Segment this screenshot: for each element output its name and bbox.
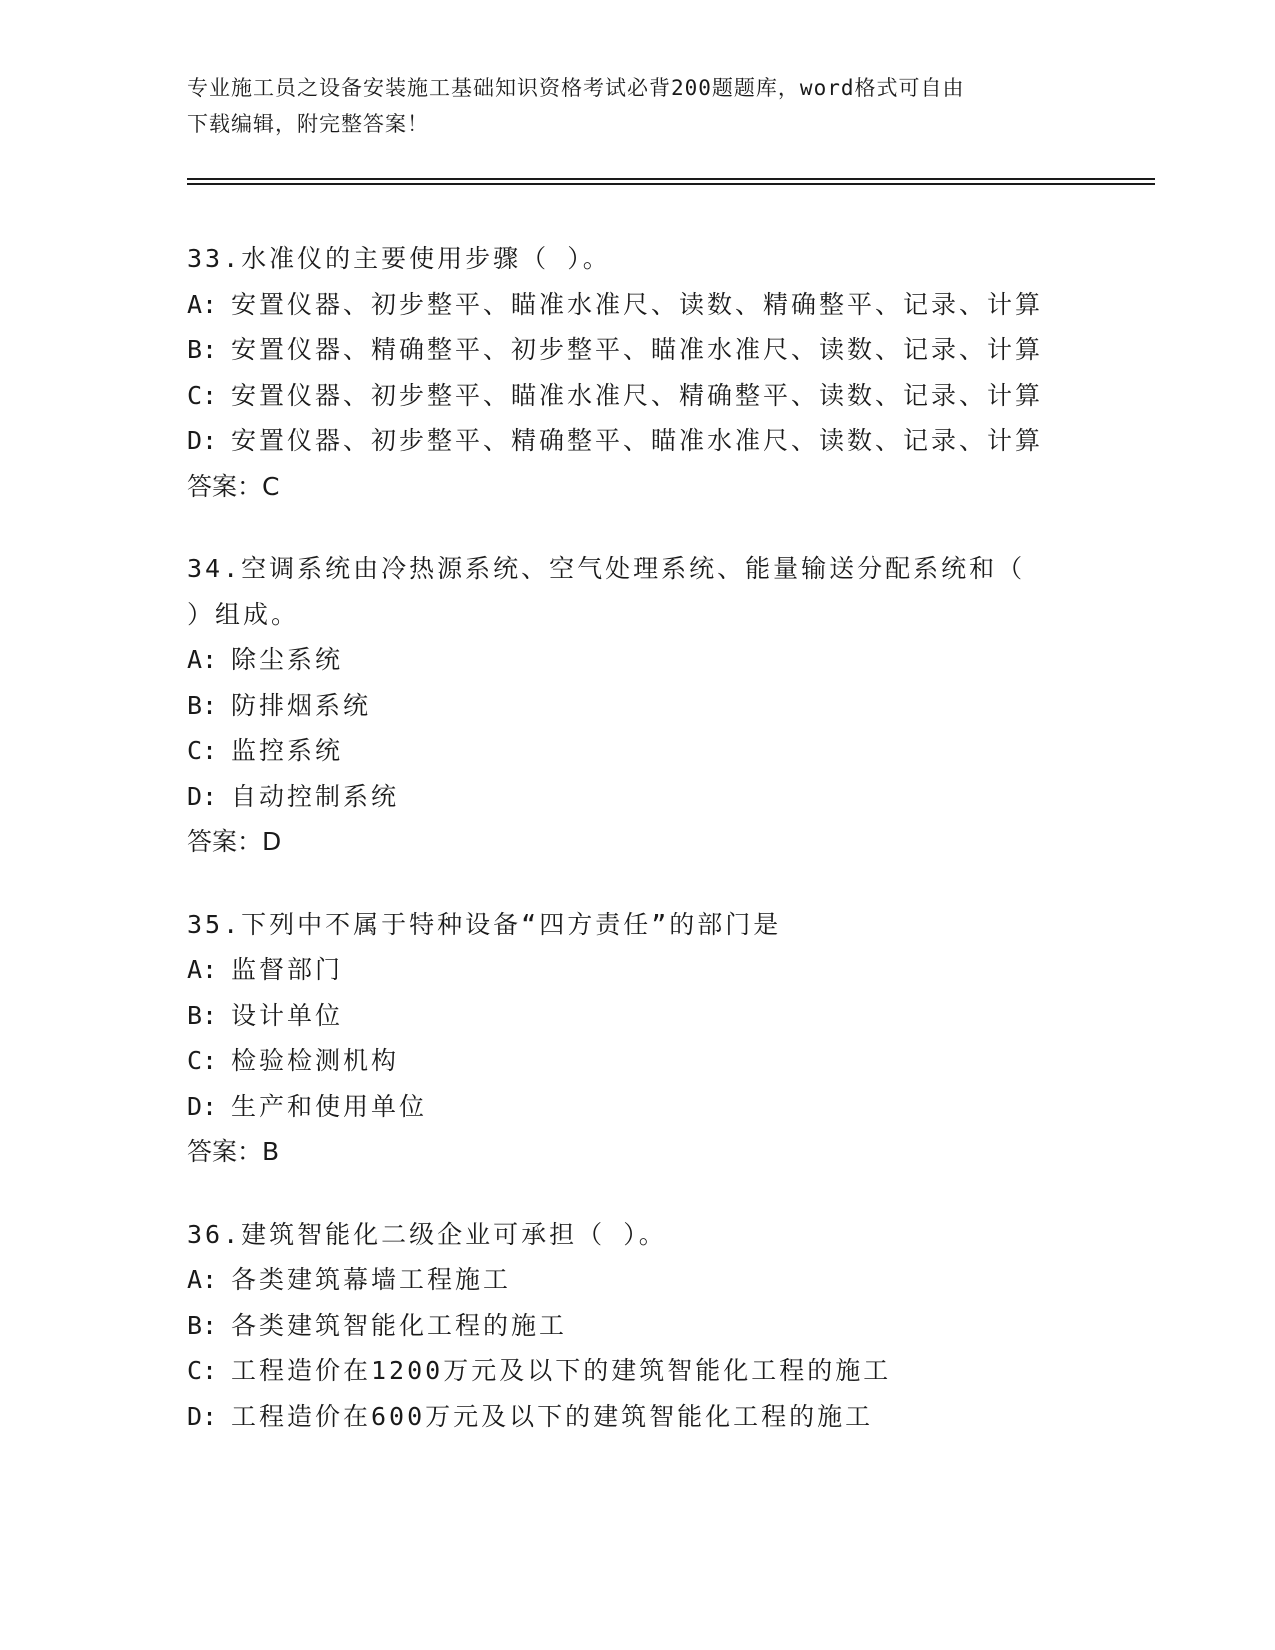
option-text: 防排烟系统 — [231, 690, 372, 720]
option-text: 监督部门 — [231, 955, 344, 984]
option-letter: A: — [187, 645, 218, 674]
option-text: 除尘系统 — [231, 645, 344, 674]
option-text: 设计单位 — [231, 1000, 344, 1030]
option-letter: B: — [187, 1000, 218, 1030]
document-header — [187, 70, 1087, 142]
question-stem-continued: ）组成。 — [187, 599, 300, 629]
header-rule-top — [187, 178, 1155, 180]
option-text: 安置仪器、初步整平、精确整平、瞄准水准尺、读数、记录、计算 — [231, 426, 1044, 455]
option-a — [187, 947, 1127, 993]
question-list — [187, 236, 1127, 1476]
option-text: 安置仪器、初步整平、瞄准水准尺、精确整平、读数、记录、计算 — [231, 380, 1044, 410]
option-d — [187, 418, 1127, 464]
header-line-1: 专业施工员之设备安装施工基础知识资格考试必背200题题库，word格式可自由 — [187, 76, 965, 100]
option-letter: A: — [187, 955, 218, 984]
option-letter: D: — [187, 1091, 218, 1121]
question-stem — [187, 902, 1127, 948]
option-text: 自动控制系统 — [231, 781, 400, 811]
option-text: 工程造价在600万元及以下的建筑智能化工程的施工 — [231, 1401, 874, 1431]
question-number: 34. — [187, 554, 242, 583]
option-text: 监控系统 — [231, 736, 344, 765]
question-stem — [187, 1212, 1127, 1258]
option-letter: B: — [187, 690, 218, 720]
option-b — [187, 683, 1127, 729]
answer-text: 答案：C — [187, 471, 280, 501]
option-letter: A: — [187, 1265, 218, 1294]
option-letter: B: — [187, 1310, 218, 1340]
question-35 — [187, 902, 1127, 1175]
question-number: 36. — [187, 1219, 242, 1249]
option-letter: A: — [187, 289, 218, 319]
option-text: 生产和使用单位 — [231, 1091, 428, 1121]
answer-text: 答案：B — [187, 1137, 280, 1166]
option-d — [187, 774, 1127, 820]
question-number: 35. — [187, 909, 242, 939]
question-stem — [187, 546, 1127, 592]
question-stem-text: 水准仪的主要使用步骤（ ）。 — [241, 244, 611, 273]
option-c — [187, 1038, 1127, 1084]
option-letter: C: — [187, 380, 218, 410]
option-text: 检验检测机构 — [231, 1046, 400, 1075]
question-stem-text: 建筑智能化二级企业可承担（ ）。 — [241, 1219, 667, 1249]
option-text: 各类建筑幕墙工程施工 — [231, 1265, 512, 1294]
option-a — [187, 637, 1127, 683]
option-b — [187, 993, 1127, 1039]
question-stem — [187, 236, 1127, 282]
option-letter: D: — [187, 426, 218, 455]
option-c — [187, 373, 1127, 419]
option-b — [187, 327, 1127, 373]
option-c — [187, 728, 1127, 774]
header-line-2: 下载编辑，附完整答案！ — [187, 112, 429, 136]
question-stem-text: 空调系统由冷热源系统、空气处理系统、能量输送分配系统和（ — [241, 554, 1026, 583]
option-text: 安置仪器、初步整平、瞄准水准尺、读数、精确整平、记录、计算 — [231, 289, 1044, 319]
option-d — [187, 1084, 1127, 1130]
option-letter: C: — [187, 1356, 218, 1385]
option-a — [187, 282, 1127, 328]
option-letter: C: — [187, 736, 218, 765]
option-letter: D: — [187, 781, 218, 811]
question-34 — [187, 546, 1127, 865]
option-text: 安置仪器、精确整平、初步整平、瞄准水准尺、读数、记录、计算 — [231, 335, 1044, 364]
option-b — [187, 1303, 1127, 1349]
question-number: 33. — [187, 244, 242, 273]
question-stem-text: 下列中不属于特种设备“四方责任”的部门是 — [241, 909, 782, 939]
option-text: 各类建筑智能化工程的施工 — [231, 1310, 568, 1340]
answer-text: 答案：D — [187, 827, 282, 856]
option-d — [187, 1394, 1127, 1440]
option-c — [187, 1348, 1127, 1394]
question-33 — [187, 236, 1127, 509]
option-text: 工程造价在1200万元及以下的建筑智能化工程的施工 — [231, 1356, 892, 1385]
option-a — [187, 1257, 1127, 1303]
option-letter: B: — [187, 335, 218, 364]
question-36 — [187, 1212, 1127, 1440]
option-letter: D: — [187, 1401, 218, 1431]
header-rule-bottom — [187, 183, 1155, 185]
option-letter: C: — [187, 1046, 218, 1075]
